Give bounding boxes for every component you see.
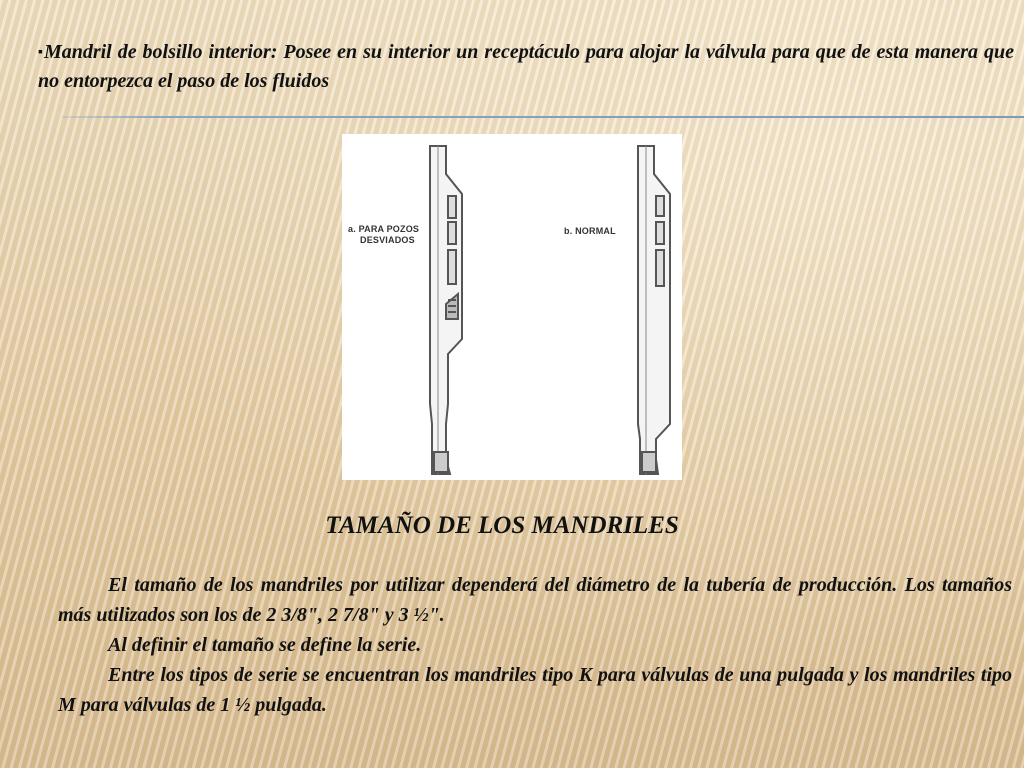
paragraph-series: Al definir el tamaño se define la serie. bbox=[108, 634, 422, 656]
mandrel-drawing bbox=[342, 134, 682, 480]
paragraph-types: Entre los tipos de serie se encuentran los mandriles tipo K para válvulas de una pulgada y los mandriles tipo M para válvulas de 1 ½ pulgada. bbox=[58, 664, 1012, 716]
bullet-icon: ▪ bbox=[38, 45, 44, 60]
mandrel-b-drawing bbox=[638, 146, 670, 474]
intro-paragraph bbox=[38, 38, 1014, 95]
section-title: TAMAÑO DE LOS MANDRILES bbox=[325, 512, 679, 539]
mandrel-figure bbox=[342, 134, 682, 480]
label-a-line2: DESVIADOS bbox=[360, 235, 415, 245]
label-para-pozos bbox=[348, 224, 419, 246]
section-body bbox=[58, 570, 1012, 720]
paragraph-size: El tamaño de los mandriles por utilizar dependerá del diámetro de la tubería de producción. Los tamaños más utilizados son los de 2 3/8", 2 7/8" y 3 ½". bbox=[58, 574, 1012, 626]
mandrel-a-drawing bbox=[430, 146, 462, 474]
label-normal: b. NORMAL bbox=[564, 226, 616, 236]
intro-text: Mandril de bolsillo interior: Posee en su interior un receptáculo para alojar la válvula para que de esta manera que no entorpezca el paso de los fluidos bbox=[38, 41, 1014, 92]
divider-line bbox=[62, 116, 1024, 118]
label-a-line1: a. PARA POZOS bbox=[348, 224, 420, 234]
